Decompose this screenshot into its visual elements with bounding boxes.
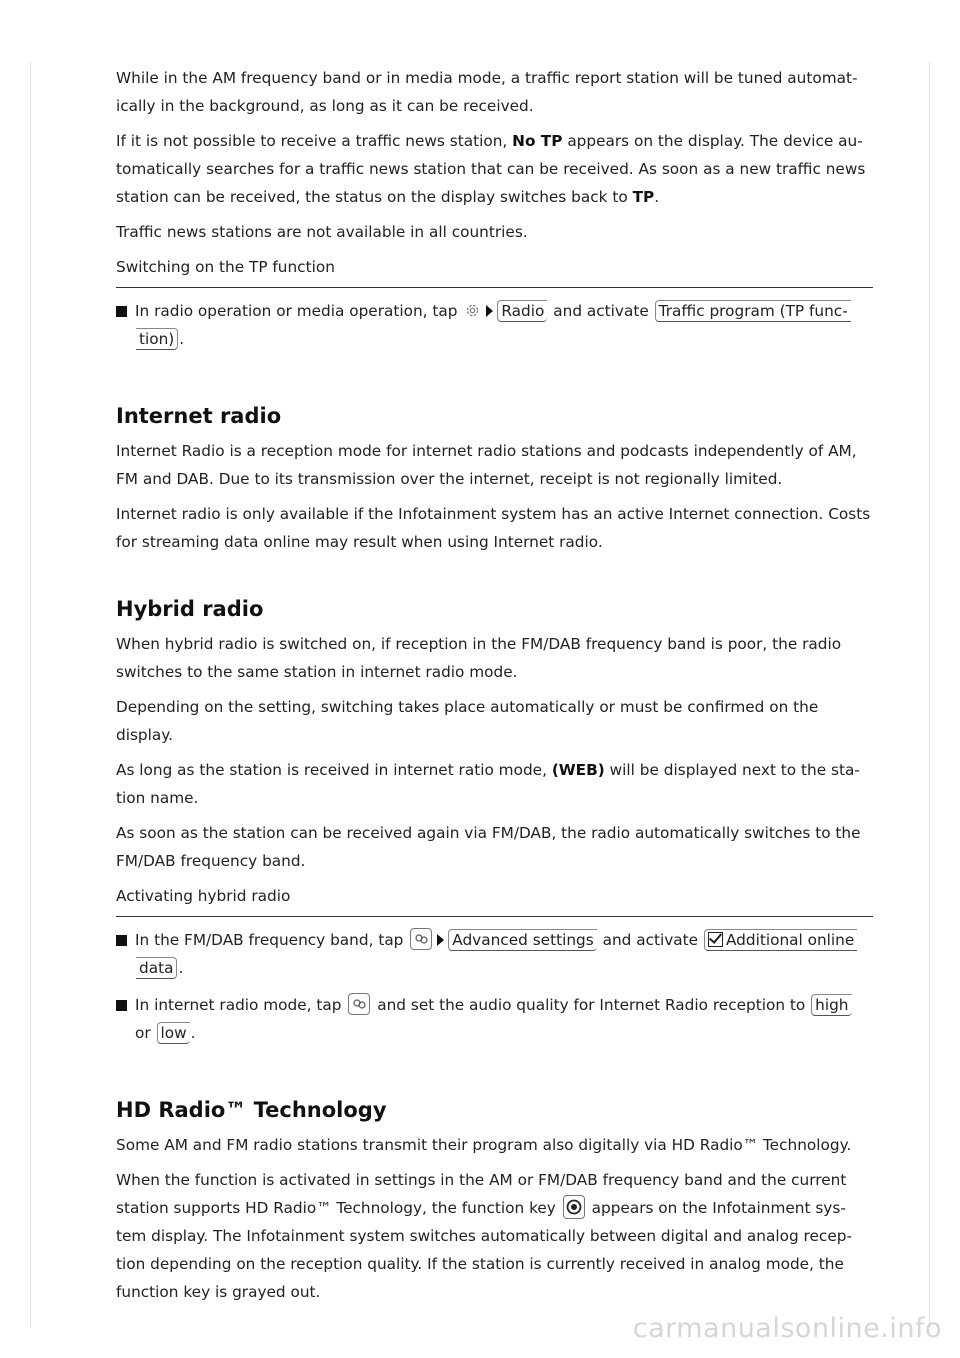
step-audio-quality: In internet radio mode, tap and set the audio quality for Internet Radio reception to high or low . (116, 991, 873, 1047)
paragraph-hd-intro: Some AM and FM radio stations transmit their program also digitally via HD Radio™ Technology. (116, 1136, 852, 1154)
additional-online-data-key[interactable]: Additional online (704, 929, 857, 951)
subhead-switching-tp: Switching on the TP function (116, 253, 873, 288)
web-label: (WEB) (551, 761, 605, 779)
heading-hd-radio: HD Radio™ Technology (116, 1098, 387, 1122)
quality-high-key[interactable]: high (811, 994, 851, 1016)
left-margin-rule (30, 62, 31, 1328)
paragraph-no-tp: If it is not possible to receive a traffic news station, No TP appears on the display. The device au-tomatically searches for a traffic news station that can be received. As soon as a new traffic news station can be received, the status on the display switches back to TP. (116, 132, 866, 206)
site-watermark: carmanualsonline.info (632, 1313, 942, 1344)
advanced-settings-key[interactable]: Advanced settings (448, 929, 596, 951)
no-tp-label: No TP (512, 132, 563, 150)
subhead-activating-hybrid: Activating hybrid radio (116, 882, 873, 917)
paragraph-internet-radio-costs: Internet radio is only available if the Infotainment system has an active Internet connection. Costs for streaming data online may result when using Internet radio. (116, 505, 871, 551)
paragraph-hd-function-key: When the function is activated in settings in the AM or FM/DAB frequency band and the current station supports HD Radio™ Technology, the function key appears on the Infotainment sys-tem display. The Infotainment system switches automatically between digital and analog recep-tion depending on the reception quality. If the station is currently received in analog mode, the function key is grayed out. (116, 1171, 852, 1301)
paragraph-hybrid-intro: When hybrid radio is switched on, if reception in the FM/DAB frequency band is poor, the radio switches to the same station in internet radio mode. (116, 635, 842, 681)
step-activate-tp: In radio operation or media operation, tap Radio and activate Traffic program (TP func- tion) . (116, 297, 873, 353)
arrow-right-icon (486, 305, 493, 317)
radio-key[interactable]: Radio (497, 300, 547, 322)
paragraph-availability: Traffic news stations are not available in all countries. (116, 223, 528, 241)
paragraph-am-traffic: While in the AM frequency band or in media mode, a traffic report station will be tuned automat-ically in the background, as long as it can be received. (116, 69, 858, 115)
paragraph-hybrid-setting: Depending on the setting, switching takes place automatically or must be confirmed on the display. (116, 698, 819, 744)
gear-icon[interactable] (464, 302, 481, 319)
hd-radio-icon[interactable] (563, 1195, 585, 1219)
tp-label: TP (632, 188, 655, 206)
manual-page-content (116, 64, 873, 1306)
traffic-program-key-continued[interactable]: tion) (136, 328, 178, 350)
heading-hybrid-radio: Hybrid radio (116, 597, 264, 621)
heading-internet-radio: Internet radio (116, 404, 282, 428)
step-bullet (116, 935, 127, 946)
arrow-right-icon (437, 934, 444, 946)
step-bullet (116, 306, 127, 317)
paragraph-hybrid-web: As long as the station is received in internet ratio mode, (WEB) will be displayed next to the sta-tion name. (116, 761, 860, 807)
checkbox-checked-icon (708, 932, 723, 947)
right-margin-rule (929, 62, 930, 1328)
step-bullet (116, 1000, 127, 1011)
traffic-program-key[interactable]: Traffic program (TP func- (655, 300, 851, 322)
additional-online-data-key-continued[interactable]: data (136, 957, 177, 979)
radio-settings-icon[interactable] (410, 928, 432, 950)
radio-settings-icon[interactable] (348, 993, 370, 1015)
paragraph-hybrid-switchback: As soon as the station can be received again via FM/DAB, the radio automatically switches to the FM/DAB frequency band. (116, 824, 861, 870)
step-advanced-settings: In the FM/DAB frequency band, tap Advanced settings and activate Additional online data . (116, 926, 873, 982)
paragraph-internet-radio-intro: Internet Radio is a reception mode for internet radio stations and podcasts independently of AM, FM and DAB. Due to its transmission over the internet, receipt is not regionally limited. (116, 442, 857, 488)
quality-low-key[interactable]: low (157, 1022, 190, 1044)
